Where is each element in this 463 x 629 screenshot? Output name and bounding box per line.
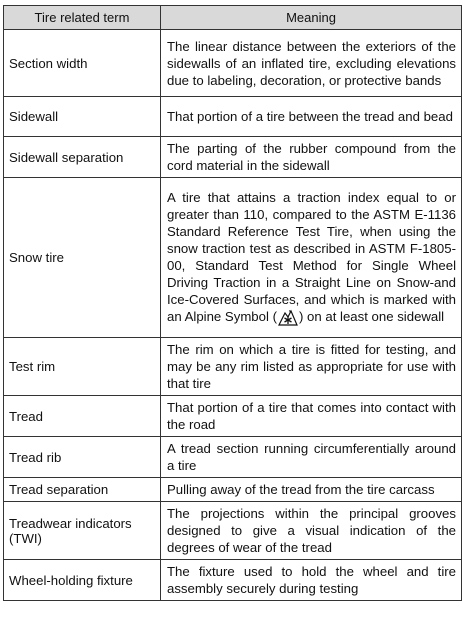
meaning-cell: That portion of a tire that comes into contact with the road <box>161 396 462 437</box>
meaning-cell: The rim on which a tire is fitted for testing, and may be any rim listed as appropriate for use with that tire <box>161 338 462 396</box>
meaning-cell: That portion of a tire between the tread and bead <box>161 97 462 137</box>
term-cell: Tread <box>4 396 161 437</box>
meaning-text-after-icon: ) on at least one sidewall <box>298 309 445 324</box>
table-row <box>4 178 462 338</box>
meaning-cell: The fixture used to hold the wheel and tire assembly securely during testing <box>161 560 462 601</box>
table-row <box>4 137 462 178</box>
table-row <box>4 560 462 601</box>
table-row <box>4 502 462 560</box>
header-meaning: Meaning <box>161 6 462 30</box>
meaning-cell: The projections within the principal grooves designed to give a visual indication of the degrees of wear of the tread <box>161 502 462 560</box>
meaning-cell: The linear distance between the exteriors of the sidewalls of an inflated tire, excluding elevations due to labeling, decoration, or protective bands <box>161 30 462 97</box>
term-cell: Snow tire <box>4 178 161 338</box>
table-row <box>4 396 462 437</box>
term-cell: Tread rib <box>4 437 161 478</box>
table-row <box>4 478 462 502</box>
meaning-text-before-icon: A tire that attains a traction index equal to or greater than 110, compared to the ASTM E-1136 Standard Reference Test Tire, when using the snow traction test as described in ASTM F-1805-00, Standard Test Method for Single Wheel Driving Traction in a Straight Line on Snow-and Ice-Covered Surfaces, and which is marked with an Alpine Symbol ( <box>167 190 456 324</box>
table-row <box>4 338 462 396</box>
term-cell: Test rim <box>4 338 161 396</box>
meaning-cell <box>161 178 462 338</box>
table-row <box>4 30 462 97</box>
meaning-cell: A tread section running circumferentially around a tire <box>161 437 462 478</box>
tire-terms-table <box>3 5 462 601</box>
term-cell: Treadwear indicators (TWI) <box>4 502 161 560</box>
alpine-snowflake-icon <box>278 308 298 326</box>
tire-terms-table-container <box>3 5 461 601</box>
table-row <box>4 97 462 137</box>
table-row <box>4 437 462 478</box>
term-cell: Section width <box>4 30 161 97</box>
meaning-cell: The parting of the rubber compound from the cord material in the sidewall <box>161 137 462 178</box>
header-term: Tire related term <box>4 6 161 30</box>
table-header-row <box>4 6 462 30</box>
term-cell: Tread separation <box>4 478 161 502</box>
meaning-cell: Pulling away of the tread from the tire carcass <box>161 478 462 502</box>
term-cell: Sidewall <box>4 97 161 137</box>
term-cell: Wheel-holding fixture <box>4 560 161 601</box>
term-cell: Sidewall separation <box>4 137 161 178</box>
